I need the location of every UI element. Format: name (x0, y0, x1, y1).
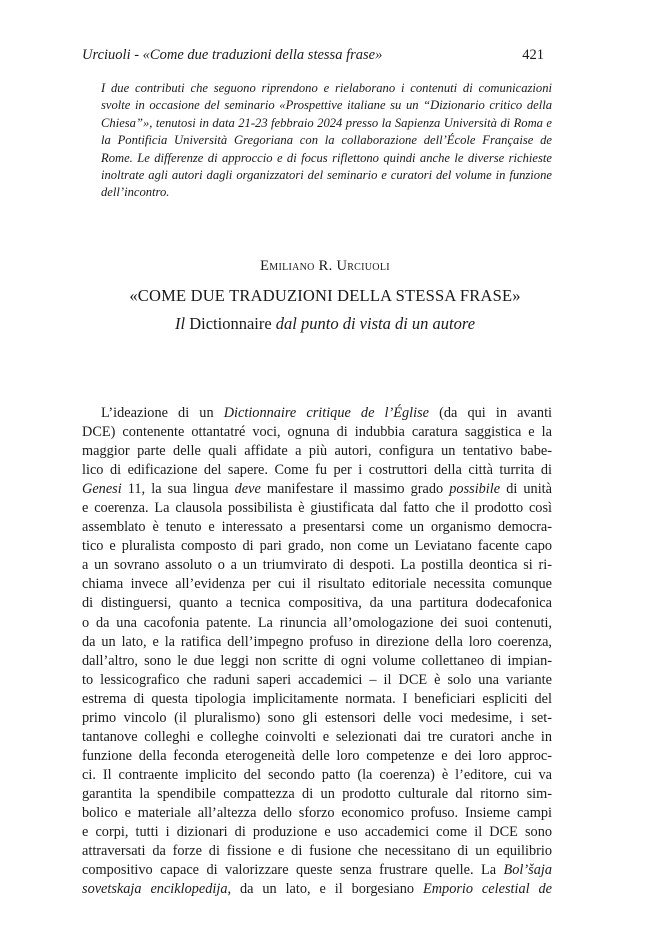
text-segment: e coerenza. La clausola possibilista è giustificata dal fatto che il prodotto così (82, 500, 552, 517)
text-segment: bolico e materiale all’altezza dello sforzo economico profuso. Insieme campi (82, 804, 552, 821)
italic-segment: deve (234, 481, 261, 498)
text-line (82, 537, 552, 556)
text-segment: maggior parte delle quali affidate a più autori, configura un tentativo babe- (82, 443, 552, 460)
subtitle-rest: dal punto di vista di un autore (275, 314, 476, 333)
text-line (82, 518, 552, 537)
text-segment: to lessicografico che raduni saperi accademici – il DCE è solo una variante (82, 671, 552, 688)
italic-segment: Emporio celestial de (422, 881, 552, 898)
text-segment: garantita la spendibile compattezza di un prodotto culturale dal ritorno sim- (82, 785, 552, 802)
text-line (82, 861, 552, 880)
subtitle-work: Dictionnaire (189, 314, 272, 333)
italic-segment: Bol’šaja (503, 862, 552, 879)
running-head (82, 47, 544, 64)
text-segment: a un sovrano assoluto o a un triumvirato di despoti. La postilla deontica si ri- (82, 557, 552, 574)
italic-segment: Dictionnaire critique de l’Église (223, 405, 429, 421)
text-line (82, 461, 552, 480)
text-segment: tantanove colleghi e colleghe coinvolti e selezionati dai tre curatori anche in (82, 728, 552, 745)
text-segment: ci. Il contraente implicito del secondo patto (la coerenza) è l’editore, cui va (82, 766, 552, 783)
text-line (82, 804, 552, 823)
text-segment: estrema di questa tipologia implicitamente normata. I beneficiari espliciti del (82, 690, 552, 707)
text-line (82, 499, 552, 518)
text-segment: o da una cacofonia patente. La rinuncia all’omologazione dei suoi contenuti, (82, 614, 552, 631)
text-segment: funzione della feconda eterogeneità delle loro competenze e dei loro approc- (82, 747, 552, 764)
text-segment: DCE) contenente ottantatré voci, ognuna di indubbia caratura saggistica e la (82, 424, 552, 441)
text-segment: di unità (500, 481, 552, 498)
text-line (82, 823, 552, 842)
text-segment: tico e pluralista composto di pari grado, non come un Leviatano facente capo (82, 538, 552, 555)
text-line (82, 785, 552, 804)
text-line (82, 671, 552, 690)
text-segment: da un lato, e la ratifica dell’impegno profuso in direzione della loro coerenza, (82, 633, 552, 650)
text-segment: compositivo capace di valorizzare queste senza frustrare quelle. La (82, 862, 504, 879)
text-line (82, 575, 552, 594)
text-segment: 11, la sua lingua (121, 481, 235, 498)
text-segment: lico di edificazione del sapere. Come fu per i costruttori della città turrita di (82, 462, 552, 479)
text-line (82, 442, 552, 461)
text-line (82, 728, 552, 747)
text-segment: di distinguersi, quanto a tecnica compositiva, da una partitura dodecafonica (82, 595, 552, 612)
text-line (82, 709, 552, 728)
text-line (82, 404, 552, 423)
intro-note: I due contributi che seguono riprendono e rielaborano i contenuti di comunicazioni svolte in occasione del seminario «Prospettive italiane su un “Dizionario critico della Chiesa”», tenutosi in data 21-23 febbraio 2024 presso la Sapienza Università di Roma e la Pontificia Università Gregoriana con la collaborazione dell’École Française de Rome. Le differenze di approccio e di focus riflettono quindi anche le diverse richieste inoltrate agli autori dagli organizzatori del seminario e curatori del volume in funzione dell’incontro. (101, 81, 552, 200)
text-segment: , da un lato, e il borgesiano (227, 881, 423, 898)
italic-segment: possibile (449, 481, 501, 498)
article-subtitle (0, 314, 650, 334)
text-segment: dall’altro, sono le due leggi non scritte di ogni volume collettaneo di impian- (82, 652, 552, 669)
italic-segment: sovetskaja enciklopedija (82, 881, 228, 898)
text-segment: chiama invece all’evidenza per cui il risultato editoriale necessita comunque (82, 576, 552, 593)
text-line (82, 747, 552, 766)
running-head-title: Urciuoli - «Come due traduzioni della stessa frase» (82, 47, 383, 63)
text-segment: (da qui in avanti (429, 405, 553, 421)
text-segment: L’ideazione di un (101, 405, 224, 421)
text-line (82, 690, 552, 709)
text-line (82, 594, 552, 613)
text-segment: attraversati da forze di fissione e di fusione che necessitano di un equilibrio (82, 843, 552, 860)
text-segment: e corpi, tutti i dizionari di produzione e uso accademici come il DCE sono (82, 824, 552, 841)
text-line (82, 842, 552, 861)
text-line (82, 652, 552, 671)
body-paragraph (82, 404, 552, 899)
subtitle-prefix: Il (174, 314, 186, 333)
article-title: «COME DUE TRADUZIONI DELLA STESSA FRASE» (129, 286, 521, 305)
text-segment: manifestare il massimo grado (260, 481, 450, 498)
text-line (82, 766, 552, 785)
text-line (82, 480, 552, 499)
text-segment: primo vincolo (il pluralismo) sono gli estensori delle voci medesime, i set- (82, 709, 552, 726)
text-line (82, 423, 552, 442)
page-number: 421 (522, 47, 544, 63)
text-line (82, 633, 552, 652)
article-author: Emiliano R. Urciuoli (260, 258, 390, 274)
text-line (82, 614, 552, 633)
italic-segment: Genesi (82, 481, 122, 498)
text-line (82, 880, 552, 899)
text-segment: assemblato è tenuto e interessato a presentarsi come un organismo democra- (82, 519, 552, 536)
text-line (82, 556, 552, 575)
